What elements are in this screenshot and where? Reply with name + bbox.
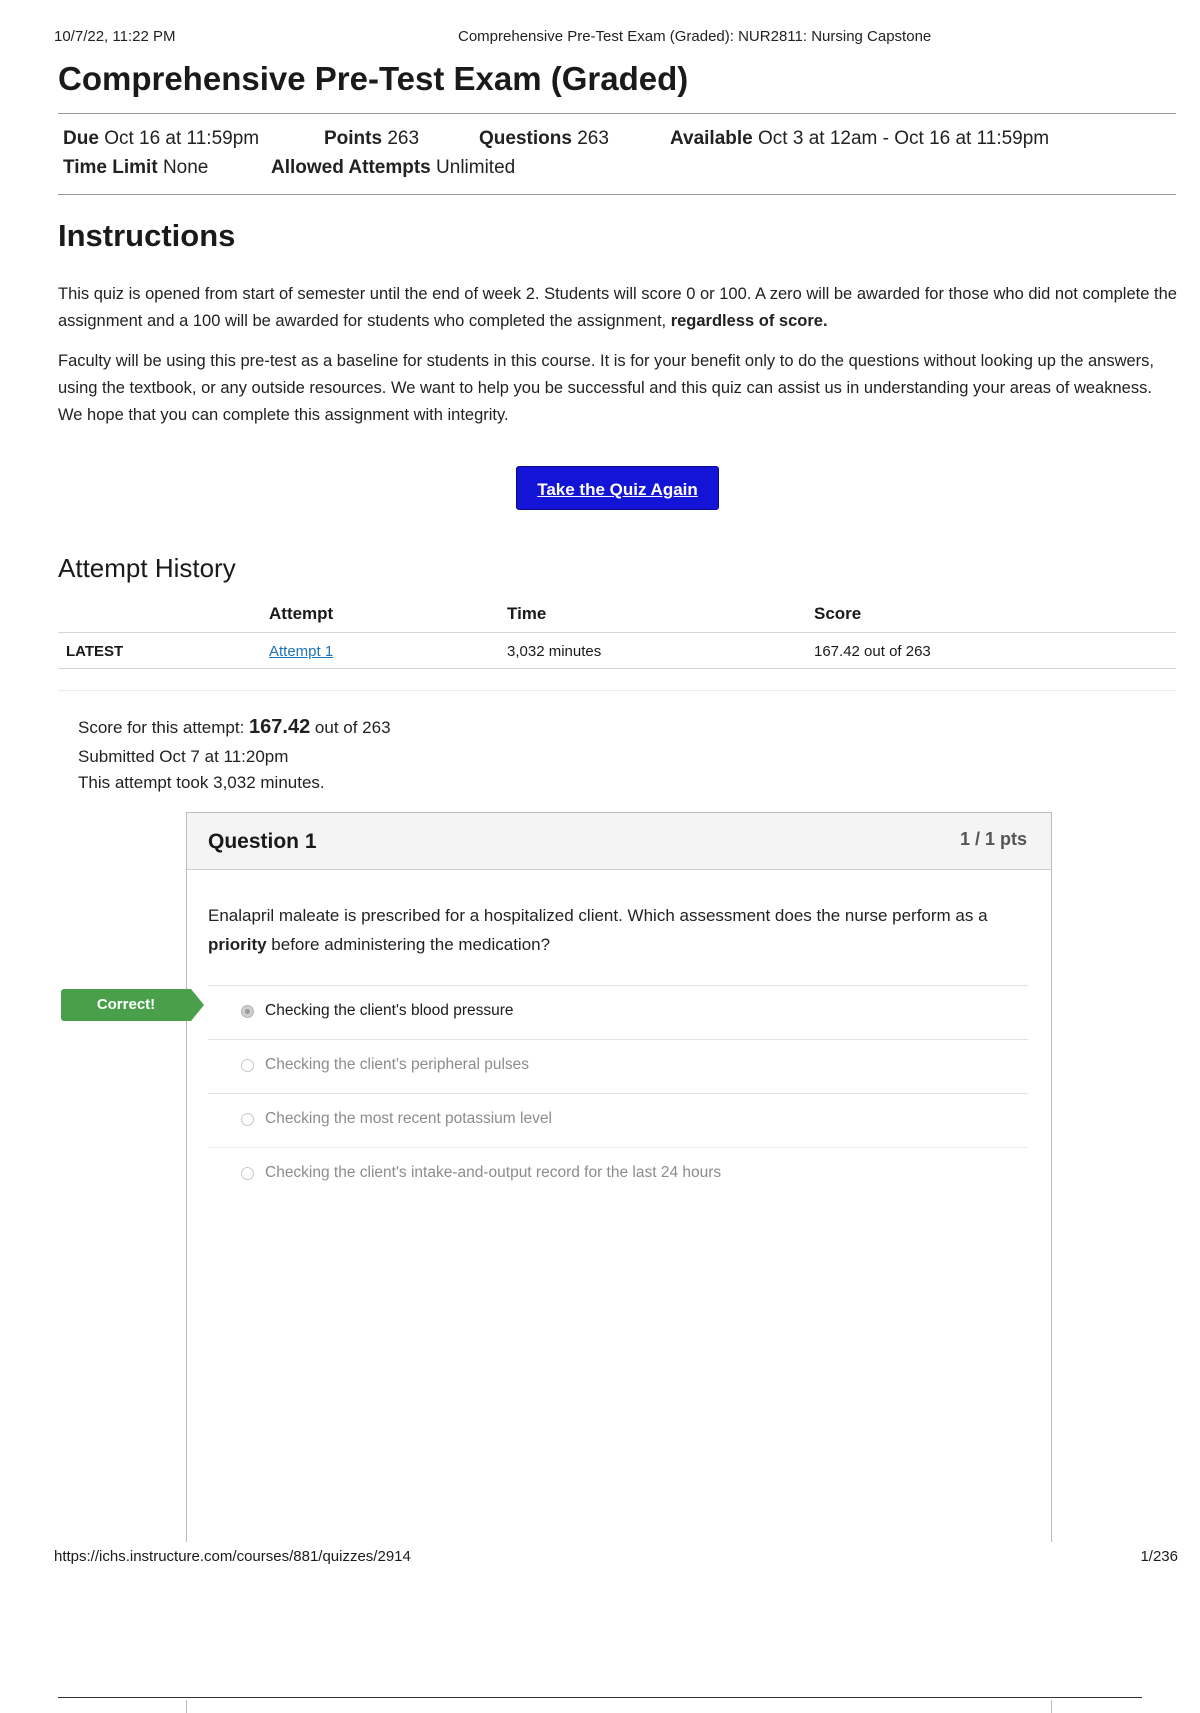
question-header	[187, 813, 1051, 870]
take-quiz-again-button[interactable]: Take the Quiz Again	[516, 466, 719, 510]
column-header-score: Score	[814, 604, 862, 623]
radio-icon[interactable]	[241, 1167, 254, 1180]
instructions-paragraph-1	[58, 281, 1178, 335]
attempt-history-title: Attempt History	[58, 553, 236, 583]
radio-icon[interactable]	[241, 1113, 254, 1126]
question-text	[208, 901, 1028, 959]
questions-label: Questions	[479, 128, 572, 149]
attempt-1-link[interactable]: Attempt 1	[269, 643, 334, 660]
due-value: Oct 16 at 11:59pm	[104, 128, 260, 149]
answer-option-1[interactable]	[208, 985, 1028, 1040]
question-text-emphasis: priority	[208, 935, 267, 954]
table-row-divider	[58, 668, 1176, 669]
answer-option-2[interactable]	[208, 1039, 1028, 1094]
question-title: Question 1	[208, 830, 317, 853]
question-points: 1 / 1 pts	[959, 829, 1027, 849]
available-label: Available	[670, 128, 753, 149]
submitted-text: Submitted Oct 7 at 11:20pm	[78, 747, 289, 766]
print-footer-area	[0, 1542, 1200, 1700]
question-text-part: before administering the medication?	[266, 935, 551, 954]
answer-label: Checking the client's blood pressure	[265, 1002, 514, 1019]
section-divider	[58, 690, 1176, 691]
bottom-rule	[58, 1697, 1142, 1698]
questions-value: 263	[577, 128, 609, 149]
print-footer-url: https://ichs.instructure.com/courses/881/quizzes/2914	[54, 1548, 411, 1565]
table-header-divider	[58, 632, 1176, 633]
score-suffix: out of 263	[310, 718, 391, 737]
answer-label: Checking the client's peripheral pulses	[265, 1056, 530, 1073]
attempt-duration: This attempt took 3,032 minutes.	[78, 773, 325, 792]
answer-option-4[interactable]	[208, 1147, 1028, 1202]
correct-answer-flag	[61, 989, 203, 1021]
available-meta	[670, 128, 1049, 150]
question-text-part: Enalapril maleate is prescribed for a hospitalized client. Which assessment does the nurse perform as a	[208, 906, 988, 925]
instructions-title: Instructions	[58, 218, 236, 253]
print-page-number: 1/236	[1140, 1548, 1178, 1565]
instructions-paragraph-2: Faculty will be using this pre-test as a baseline for students in this course. It is for your benefit only to do the questions without looking up the answers, using the textbook, or any outside resources. We want to help you be successful and this quiz can assist us in understanding your areas of weakness. We hope that you can complete this assignment with integrity.	[58, 352, 1155, 424]
available-value: Oct 3 at 12am - Oct 16 at 11:59pm	[758, 128, 1050, 149]
due-meta	[63, 128, 259, 150]
instructions-emphasis: regardless of score.	[670, 312, 828, 330]
column-header-time: Time	[507, 604, 547, 623]
score-prefix: Score for this attempt:	[78, 718, 250, 737]
divider	[58, 113, 1176, 114]
attempt-score: 167.42 out of 263	[814, 643, 931, 660]
attempt-time: 3,032 minutes	[507, 643, 602, 660]
time-limit-value: None	[162, 157, 209, 178]
print-date: 10/7/22, 11:22 PM	[54, 28, 176, 45]
time-limit-label: Time Limit	[63, 157, 158, 178]
instructions-text: This quiz is opened from start of semester until the end of week 2. Students will score 0 or 100. A zero will be awarded for those who did not complete the assignment and a 100 will be awarded for students who completed the assignment,	[58, 285, 1177, 330]
print-header-title: Comprehensive Pre-Test Exam (Graded): NUR2811: Nursing Capstone	[458, 28, 932, 45]
score-value: 167.42	[249, 716, 311, 738]
divider	[58, 194, 1176, 195]
answer-label: Checking the most recent potassium level	[265, 1110, 552, 1127]
points-label: Points	[324, 128, 383, 149]
flag-arrow-icon	[191, 989, 204, 1021]
page-title: Comprehensive Pre-Test Exam (Graded)	[58, 60, 689, 97]
radio-icon[interactable]	[241, 1059, 254, 1072]
correct-label: Correct!	[96, 996, 156, 1013]
questions-meta	[479, 128, 609, 150]
radio-selected-icon[interactable]	[241, 1005, 254, 1018]
points-meta	[324, 128, 419, 150]
latest-tag: LATEST	[66, 643, 124, 660]
attempts-label: Allowed Attempts	[271, 157, 431, 178]
due-label: Due	[63, 128, 99, 149]
answer-option-3[interactable]	[208, 1093, 1028, 1148]
attempt-score-summary	[78, 716, 391, 739]
attempts-meta	[271, 157, 515, 179]
column-header-attempt: Attempt	[269, 604, 334, 623]
answer-label: Checking the client's intake-and-output record for the last 24 hours	[265, 1164, 722, 1181]
attempts-value: Unlimited	[436, 157, 516, 178]
points-value: 263	[387, 128, 420, 149]
time-limit-meta	[63, 157, 208, 179]
